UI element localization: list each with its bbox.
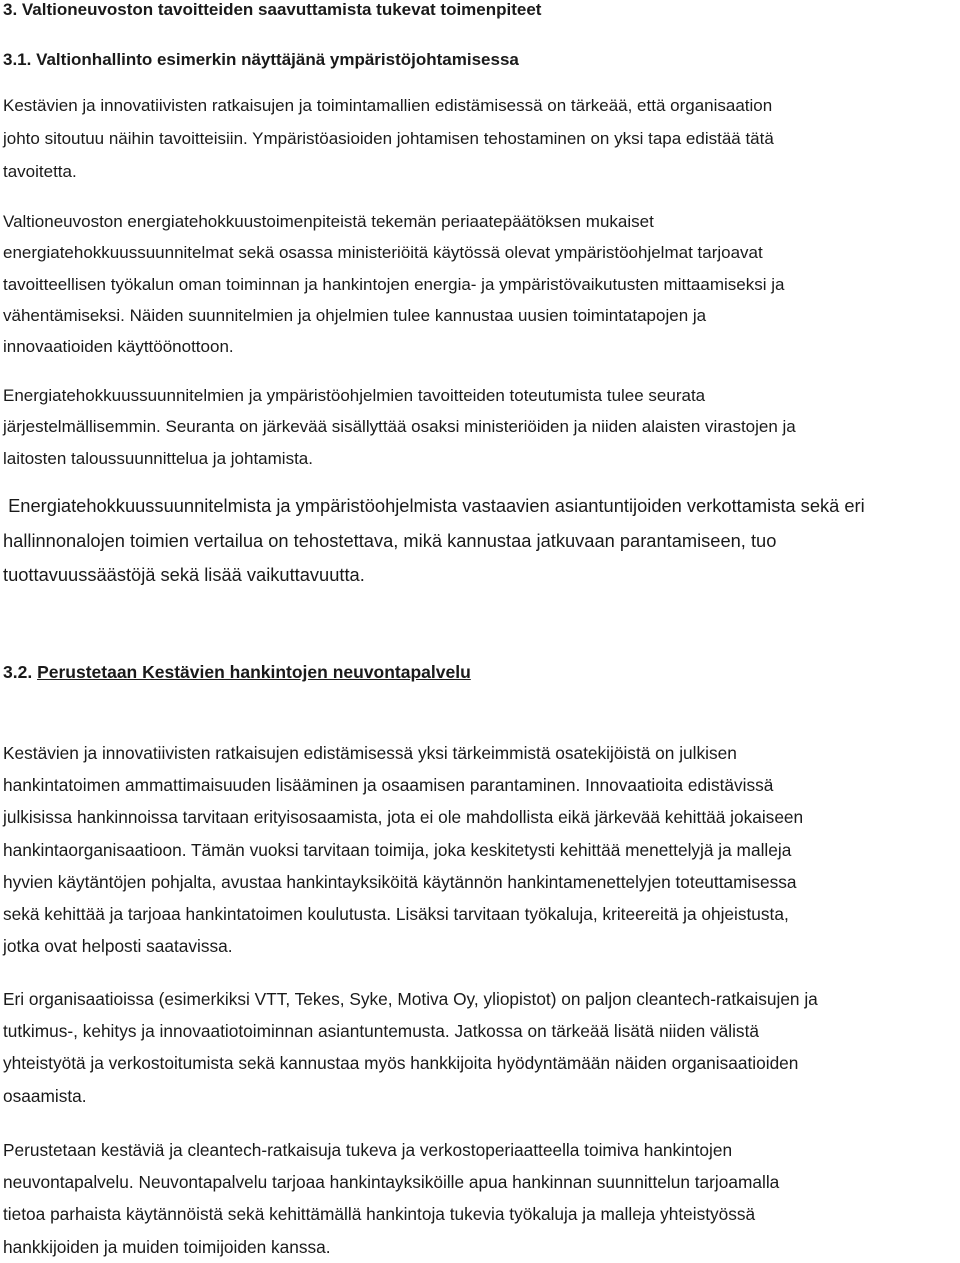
text-line: innovaatioiden käyttöönottoon.	[3, 337, 234, 357]
text-line: energiatehokkuussuunnitelmat sekä osassa ministeriöitä käytössä olevat ympäristöohjelmat tarjoavat	[3, 243, 763, 263]
section-3-1-paragraph-4	[3, 489, 955, 593]
text-line: tietoa parhaista käytännöistä sekä kehittämällä hankintoja tukevia työkaluja ja malleja yhteistyössä	[3, 1204, 756, 1225]
section-3-2-number: 3.2.	[3, 662, 38, 682]
text-line: jotka ovat helposti saatavissa.	[3, 936, 233, 957]
section-3-2-paragraph-2	[3, 983, 955, 1112]
text-line: hankintatoimen ammattimaisuuden lisääminen ja osaamisen parantaminen. Innovaatioita edistävissä	[3, 775, 774, 796]
text-line: Valtioneuvoston energiatehokkuustoimenpiteistä tekemän periaatepäätöksen mukaiset	[3, 212, 654, 231]
section-3-1-paragraph-3	[3, 380, 955, 474]
text-line: tavoitteellisen työkalun oman toiminnan ja hankintojen energia- ja ympäristövaikutusten mittaamiseksi ja	[3, 274, 785, 294]
section-3-1-paragraph-1	[3, 89, 955, 188]
section-3-1-heading: 3.1. Valtionhallinto esimerkin näyttäjänä ympäristöjohtamisessa	[3, 50, 519, 69]
text-line: neuvontapalvelu. Neuvontapalvelu tarjoaa hankintayksiköille apua hankinnan suunnittelun tarjoamalla	[3, 1172, 780, 1193]
text-line: Eri organisaatioissa (esimerkiksi VTT, Tekes, Syke, Motiva Oy, yliopistot) on paljon cleantech-ratkaisujen ja	[3, 989, 818, 1009]
text-line: sekä kehittää ja tarjoaa hankintatoimen koulutusta. Lisäksi tarvitaan työkaluja, kriteereitä ja ohjeistusta,	[3, 904, 789, 925]
text-line: Kestävien ja innovatiivisten ratkaisujen edistämisessä yksi tärkeimmistä osatekijöistä on julkisen	[3, 743, 737, 763]
text-line: tavoitetta.	[3, 162, 77, 181]
text-line: Energiatehokkuussuunnitelmista ja ympäristöohjelmista vastaavien asiantuntijoiden verkottamista sekä eri	[3, 495, 865, 516]
text-line: hyvien käytäntöjen pohjalta, avustaa hankintayksiköitä käytännön hankintamenettelyjen toteuttamisessa	[3, 871, 797, 892]
section-3-2-heading	[3, 661, 955, 683]
text-line: Kestävien ja innovatiivisten ratkaisujen ja toimintamallien edistämisessä on tärkeää, että organisaation	[3, 96, 773, 115]
section-3-1-paragraph-2	[3, 206, 955, 362]
text-line: hankkijoiden ja muiden toimijoiden kanssa.	[3, 1236, 331, 1257]
text-line: hankintaorganisaatioon. Tämän vuoksi tarvitaan toimija, joka keskitetysti kehittää menettelyjä ja malleja	[3, 839, 792, 860]
section-3-2-paragraph-1	[3, 737, 955, 962]
text-line: järjestelmällisemmin. Seuranta on järkevää sisällyttää osaksi ministeriöiden ja niiden alaisten virastojen ja	[3, 417, 796, 437]
text-line: vähentämiseksi. Näiden suunnitelmien ja ohjelmien tulee kannustaa uusien toimintatapojen ja	[3, 305, 707, 325]
text-line: tuottavuussäästöjä sekä lisää vaikuttavuutta.	[3, 564, 365, 585]
text-line: osaamista.	[3, 1085, 87, 1106]
text-line: tutkimus-, kehitys ja innovaatiotoiminnan asiantuntemusta. Jatkossa on tärkeää lisätä niiden välistä	[3, 1021, 759, 1042]
section-3-heading: 3. Valtioneuvoston tavoitteiden saavuttamista tukevat toimenpiteet	[3, 0, 542, 19]
text-line: laitosten taloussuunnittelua ja johtamista.	[3, 448, 313, 468]
text-line: johto sitoutuu näihin tavoitteisiin. Ympäristöasioiden johtamisen tehostaminen on yksi tapa edistää tätä	[3, 129, 774, 148]
text-line: yhteistyötä ja verkostoitumista sekä kannustaa myös hankkijoita hyödyntämään näiden organisaatioiden	[3, 1053, 799, 1074]
section-3-2-paragraph-3	[3, 1134, 955, 1263]
section-3-2-title: Perustetaan Kestävien hankintojen neuvontapalvelu	[37, 662, 471, 682]
text-line: Energiatehokkuussuunnitelmien ja ympäristöohjelmien tavoitteiden toteutumista tulee seurata	[3, 386, 706, 405]
text-line: hallinnonalojen toimien vertailua on tehostettava, mikä kannustaa jatkuvaan parantamiseen, tuo	[3, 529, 777, 551]
text-line: julkisissa hankinnoissa tarvitaan erityisosaamista, jota ei ole mahdollista eikä järkevää kehittää jokaiseen	[3, 807, 804, 828]
text-line: Perustetaan kestäviä ja cleantech-ratkaisuja tukeva ja verkostoperiaatteella toimiva hankintojen	[3, 1140, 733, 1160]
